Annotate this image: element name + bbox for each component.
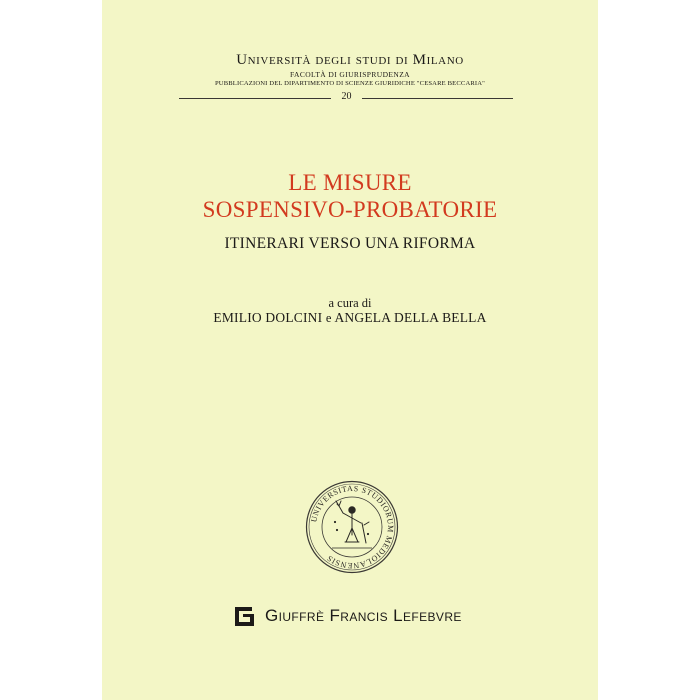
series-number: 20 — [331, 91, 362, 102]
university-seal-icon — [305, 480, 399, 574]
editors-line — [102, 310, 598, 326]
series-rule-left — [179, 98, 331, 99]
publisher-name: Giuffrè Francis Lefebvre — [265, 606, 462, 625]
faculty-name: FACOLTÀ DI GIURISPRUDENZA — [289, 70, 410, 79]
publication-series: PUBBLICAZIONI DEL DIPARTIMENTO DI SCIENZE GIURIDICHE "CESARE BECCARIA" — [214, 80, 485, 87]
editor-1: EMILIO DOLCINI — [213, 310, 323, 325]
editor-conjunction: e — [325, 311, 332, 325]
book-title-line-1: LE MISURE — [288, 170, 412, 195]
book-cover — [102, 0, 598, 700]
editor-2: ANGELA DELLA BELLA — [334, 310, 487, 325]
publisher — [234, 604, 462, 628]
university-name: Università degli studi di Milano — [236, 52, 464, 68]
book-subtitle: ITINERARI VERSO UNA RIFORMA — [224, 235, 476, 252]
giuffre-logo-icon — [234, 606, 255, 627]
series-rule-right — [362, 98, 513, 99]
seal-text: UNIVERSITAS STUDIORUM MEDIOLANENSIS — [309, 483, 396, 571]
curated-by-label: a cura di — [328, 296, 372, 310]
book-title-line-2: SOSPENSIVO-PROBATORIE — [202, 197, 498, 222]
